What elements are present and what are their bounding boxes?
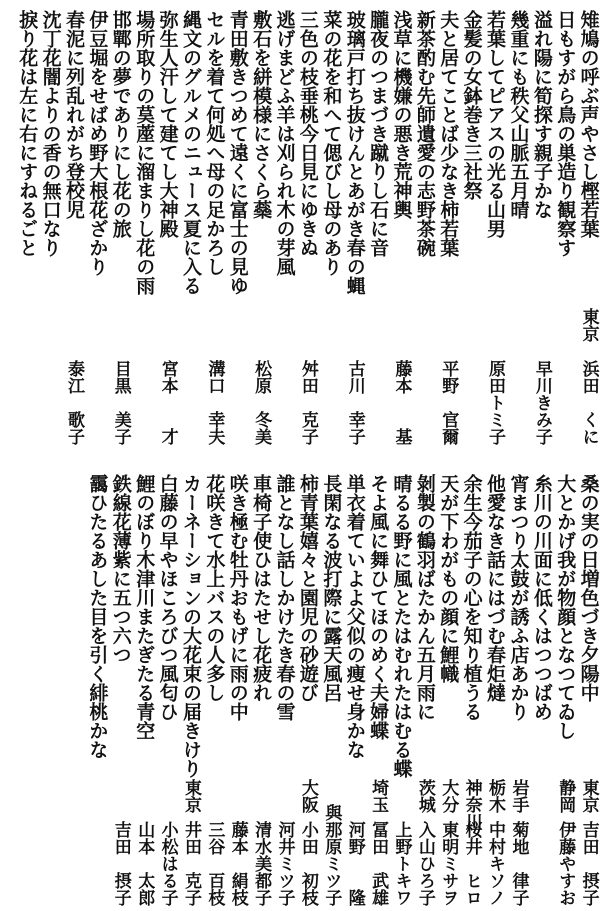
- haiku-column: [483, 10, 506, 445]
- haiku-text: カーネーションの大花束の届きけり: [179, 474, 202, 778]
- haiku-text: 捩り花は左に右にすねるごと: [16, 10, 39, 257]
- haiku-text: 白藤の早やほころびつ風匂ひ: [156, 474, 179, 721]
- haiku-column: [179, 10, 202, 445]
- haiku-text: 天が下わがもの顔に鯉幟: [437, 474, 460, 683]
- haiku-text: 青田敷きつめて遠くに富士の見ゆ: [226, 10, 249, 295]
- author-name: 入山ひろ子: [414, 821, 435, 906]
- author-name: 上野トキワ: [391, 821, 412, 906]
- author-name: 三谷 百枝: [204, 821, 225, 906]
- prefecture-label: 大分: [438, 779, 459, 813]
- haiku-column: [413, 10, 436, 445]
- haiku-text: 日もすがら鳥の巣造り観察す: [554, 10, 577, 257]
- haiku-column: [530, 10, 553, 445]
- author-name: 吉田 摂子: [578, 821, 599, 906]
- prefecture-label: 東京: [180, 779, 201, 813]
- haiku-column: [202, 10, 225, 445]
- prefecture-label: 岩手: [508, 779, 529, 813]
- author-name: 平野 官爾: [438, 360, 459, 445]
- haiku-text: 新茶酌む先師遺愛の志野茶碗: [413, 10, 436, 257]
- author-name: 菊地 律子: [508, 821, 529, 906]
- haiku-column: [436, 10, 459, 445]
- haiku-text: 大とかげ我が物顔となつてゐし: [554, 474, 577, 740]
- haiku-column: [553, 10, 576, 445]
- haiku-column: [85, 474, 108, 906]
- haiku-text: 春泥に列乱れがち登校児: [63, 10, 86, 219]
- haiku-column: [319, 10, 342, 445]
- prefecture-label: 栃木: [485, 779, 506, 813]
- haiku-text: 雉鳩の呼ぶ声やさし樫若葉: [577, 10, 600, 238]
- haiku-column: [132, 10, 155, 445]
- haiku-column: [62, 10, 85, 445]
- haiku-column: [366, 474, 389, 906]
- haiku-column: [39, 10, 62, 445]
- haiku-text: 菜の花を和へて偲びし母のあり: [320, 10, 343, 276]
- haiku-column: [553, 474, 576, 906]
- haiku-text: 晴るる野に風とたはむれたはむる蝶: [390, 474, 413, 778]
- author-name: 小松はる子: [157, 821, 178, 906]
- haiku-text: 花咲きて水上バスの人多し: [203, 474, 226, 702]
- haiku-text: 鯉のぼり木津川またぎたる青空: [133, 474, 156, 740]
- author-name: 原田トミ子: [485, 360, 506, 445]
- haiku-column: [273, 474, 296, 906]
- haiku-text: 三色の枝垂桃今日見にゆきぬ: [296, 10, 319, 257]
- haiku-column: [413, 474, 436, 906]
- author-name: 中村キソノ: [485, 821, 506, 906]
- haiku-column: [226, 10, 249, 445]
- author-name: 舛田 克子: [297, 360, 318, 445]
- haiku-text: 敷石を絣模様にさくら蘂: [250, 10, 273, 219]
- haiku-column: [436, 474, 459, 906]
- haiku-text: 浅草に機嫌の悪き荒神輿: [390, 10, 413, 219]
- haiku-column: [506, 474, 529, 906]
- haiku-column: [273, 10, 296, 445]
- prefecture-label: 茨城: [414, 779, 435, 813]
- haiku-text: 伊豆堀をせばめ野大根花ざかり: [86, 10, 109, 276]
- author-name: 泰江 歌子: [64, 360, 85, 445]
- haiku-text: セルを着て何処へ母の足かろし: [203, 10, 226, 276]
- haiku-text: 桑の実の日増色づき夕陽中: [577, 474, 600, 702]
- haiku-text: 場所取りの茣蓙に溜まりし花の雨: [133, 10, 156, 295]
- haiku-text: 朧夜のつまづき蹴りし石に音: [367, 10, 390, 257]
- haiku-column: [132, 474, 155, 906]
- haiku-text: 宵まつり太鼓が誘ふ店あかり: [507, 474, 530, 721]
- author-name: 河井ミツ子: [274, 821, 295, 906]
- haiku-text: 余生今茄子の心を知り植うる: [460, 474, 483, 721]
- haiku-column: [249, 474, 272, 906]
- author-name: 小田 初枝: [297, 821, 318, 906]
- haiku-text: 鉄線花薄紫に五つ六つ: [109, 474, 132, 664]
- haiku-text: 若葉してピアスの光る山男: [484, 10, 507, 238]
- haiku-column: [156, 10, 179, 445]
- author-name: 目黒 美子: [110, 360, 131, 445]
- top-haiku-block: [15, 10, 600, 445]
- haiku-text: 長閑なる波打際に露天風呂: [320, 474, 343, 702]
- haiku-column: [156, 474, 179, 906]
- haiku-text: 糸川の川面に低くはつつばめ: [530, 474, 553, 721]
- haiku-text: 沈丁花闇よりの香の無口なり: [39, 10, 62, 257]
- haiku-text: 誰となし話しかけたき春の雪: [273, 474, 296, 721]
- author-name: 冨田 武雄: [368, 821, 389, 906]
- haiku-text: 他愛なき話にはづむ春炬燵: [484, 474, 507, 702]
- author-name: 松原 冬美: [251, 360, 272, 445]
- prefecture-label: 神奈川: [461, 779, 482, 830]
- haiku-column: [577, 474, 600, 906]
- haiku-text: 溢れ陽に筍探す親子かな: [530, 10, 553, 219]
- haiku-text: 剝製の鶴羽ばたかん五月雨に: [413, 474, 436, 721]
- haiku-column: [366, 10, 389, 445]
- haiku-text: 玻璃戸打ち抜けんとあがき春の蝿: [343, 10, 366, 295]
- haiku-column: [343, 10, 366, 445]
- haiku-column: [202, 474, 225, 906]
- haiku-column: [296, 10, 319, 445]
- author-name: 山本 太郎: [134, 821, 155, 906]
- author-name: 浜田 くに: [578, 360, 599, 445]
- haiku-text: 車椅子使ひはたせし花疲れ: [250, 474, 273, 702]
- haiku-column: [389, 474, 412, 906]
- haiku-text: 邯鄲の夢でありにし花の旅: [109, 10, 132, 238]
- haiku-column: [15, 10, 38, 445]
- haiku-text: 単衣着ていよよ父似の痩せ身かな: [343, 474, 366, 759]
- haiku-column: [577, 10, 600, 445]
- author-name: 溝口 幸夫: [204, 360, 225, 445]
- author-name: 宮本 才: [157, 360, 178, 445]
- prefecture-label: 静岡: [555, 779, 576, 813]
- haiku-column: [179, 474, 202, 906]
- haiku-column: [506, 10, 529, 445]
- haiku-column: [296, 474, 319, 906]
- haiku-column: [109, 10, 132, 445]
- haiku-text: そよ風に舞ひてほのめく夫婦蝶: [367, 474, 390, 740]
- haiku-column: [109, 474, 132, 906]
- author-name: 河野 隆: [344, 821, 365, 906]
- prefecture-label: 大阪: [297, 779, 318, 813]
- haiku-column: [460, 10, 483, 445]
- haiku-text: 柿青葉嬉々と園児の砂遊び: [296, 474, 319, 702]
- haiku-text: 靄ひたるあした目を引く緋桃かな: [86, 474, 109, 759]
- author-name: 與那原ミツ子: [321, 804, 342, 906]
- author-name: 藤本 基: [391, 360, 412, 445]
- author-name: 早川きみ子: [531, 360, 552, 445]
- haiku-text: 金髪の女鉢巻き三社祭: [460, 10, 483, 200]
- prefecture-label: 東京: [578, 308, 599, 342]
- author-name: 井田 克子: [180, 821, 201, 906]
- author-name: 藤本 絹枝: [227, 821, 248, 906]
- haiku-column: [483, 474, 506, 906]
- author-name: 桜井 ヒロ: [461, 821, 482, 906]
- haiku-column: [319, 474, 342, 906]
- haiku-text: 逃げまどふ羊は刈られ木の芽風: [273, 10, 296, 276]
- author-name: 古川 幸子: [344, 360, 365, 445]
- haiku-column: [249, 10, 272, 445]
- haiku-column: [389, 10, 412, 445]
- prefecture-label: 東京: [578, 779, 599, 813]
- haiku-column: [530, 474, 553, 906]
- haiku-text: 夫と居てことば少なき柿若葉: [437, 10, 460, 257]
- haiku-column: [343, 474, 366, 906]
- author-name: 東明ミサヲ: [438, 821, 459, 906]
- author-name: 清水美都子: [251, 821, 272, 906]
- haiku-text: 幾重にも秩父山脈五月晴: [507, 10, 530, 219]
- haiku-column: [85, 10, 108, 445]
- bottom-haiku-block: [85, 474, 600, 906]
- prefecture-label: 埼玉: [368, 779, 389, 813]
- haiku-text: 弥生人汗して建てし大神殿: [156, 10, 179, 238]
- haiku-text: 咲き極む牡丹おもげに雨の中: [226, 474, 249, 721]
- haiku-column: [226, 474, 249, 906]
- author-name: 吉田 摂子: [110, 821, 131, 906]
- haiku-text: 縄文のグルメのニュース夏に入る: [179, 10, 202, 295]
- haiku-column: [460, 474, 483, 906]
- author-name: 伊藤やすお: [555, 821, 576, 906]
